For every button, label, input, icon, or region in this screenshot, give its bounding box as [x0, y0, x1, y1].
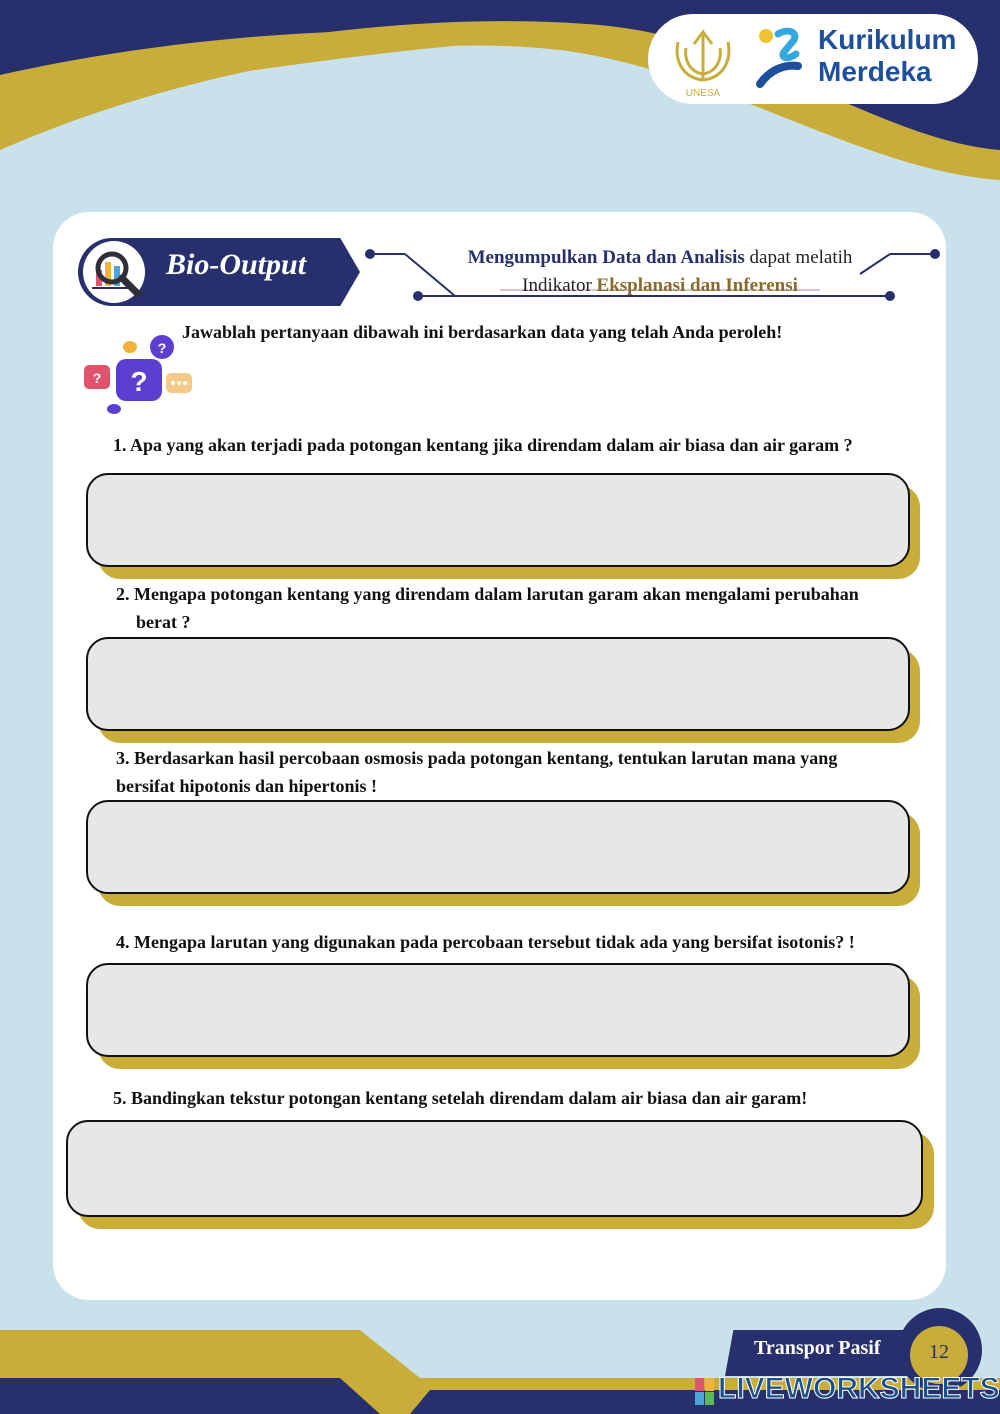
question-2 — [116, 580, 859, 636]
subtitle-line2 — [410, 272, 910, 300]
unesa-logo-icon — [664, 22, 742, 100]
answer-3-wrapper — [86, 800, 920, 906]
question-bubbles-icon — [80, 335, 200, 425]
svg-text:?: ? — [130, 366, 148, 397]
answer-1-box[interactable] — [86, 473, 910, 567]
section-title: Bio-Output — [166, 248, 307, 281]
answer-1-wrapper — [86, 473, 920, 579]
logo-text-line2: Merdeka — [818, 56, 932, 87]
question-1: 1. Apa yang akan terjadi pada potongan kentang jika direndam dalam air biasa dan air garam ? — [113, 435, 853, 455]
subtitle-line1 — [410, 244, 910, 272]
subtitle-rest-1: dapat melatih — [744, 247, 853, 268]
answer-4-wrapper — [86, 963, 920, 1069]
subtitle-prefix-2: Indikator — [522, 275, 597, 296]
svg-text:?: ? — [157, 340, 167, 356]
question-5: 5. Bandingkan tekstur potongan kentang setelah direndam dalam air biasa dan air garam! — [113, 1088, 808, 1108]
question-3 — [116, 744, 837, 800]
answer-5-wrapper — [66, 1120, 934, 1230]
svg-text:UNESA: UNESA — [685, 88, 721, 99]
answer-2-box[interactable] — [86, 637, 910, 731]
kurikulum-merdeka-logo-icon — [754, 24, 804, 96]
svg-text:?: ? — [92, 370, 102, 386]
question-2-line2: berat ? — [136, 612, 191, 632]
logo-badge — [648, 14, 978, 104]
answer-3-box[interactable] — [86, 800, 910, 894]
question-2-line1: 2. Mengapa potongan kentang yang direndam dalam larutan garam akan mengalami perubahan — [116, 584, 859, 604]
watermark: LIVEWORKSHEETS — [718, 1372, 1000, 1405]
logo-text-line1: Kurikulum — [818, 24, 957, 55]
question-4: 4. Mengapa larutan yang digunakan pada percobaan tersebut tidak ada yang bersifat isotonis? ! — [116, 932, 855, 952]
question-3-line1: 3. Berdasarkan hasil percobaan osmosis pada potongan kentang, tentukan larutan mana yang — [116, 748, 838, 768]
subtitle-emphasis-2: Eksplanasi dan Inferensi — [596, 275, 798, 296]
answer-5-box[interactable] — [66, 1120, 923, 1217]
section-subtitle — [410, 244, 910, 300]
answer-4-box[interactable] — [86, 963, 910, 1057]
subtitle-emphasis-1: Mengumpulkan Data dan Analisis — [467, 247, 745, 268]
magnifier-chart-icon — [82, 240, 146, 304]
footer-topic: Transpor Pasif — [754, 1337, 881, 1359]
liveworksheets-logo-icon — [695, 1378, 715, 1406]
answer-2-wrapper — [86, 637, 920, 743]
instruction-text: Jawablah pertanyaan dibawah ini berdasarkan data yang telah Anda peroleh! — [182, 322, 783, 342]
question-3-line2: bersifat hipotonis dan hipertonis ! — [116, 776, 378, 796]
page-number: 12 — [929, 1341, 949, 1363]
kurikulum-merdeka-wordmark — [818, 24, 956, 88]
